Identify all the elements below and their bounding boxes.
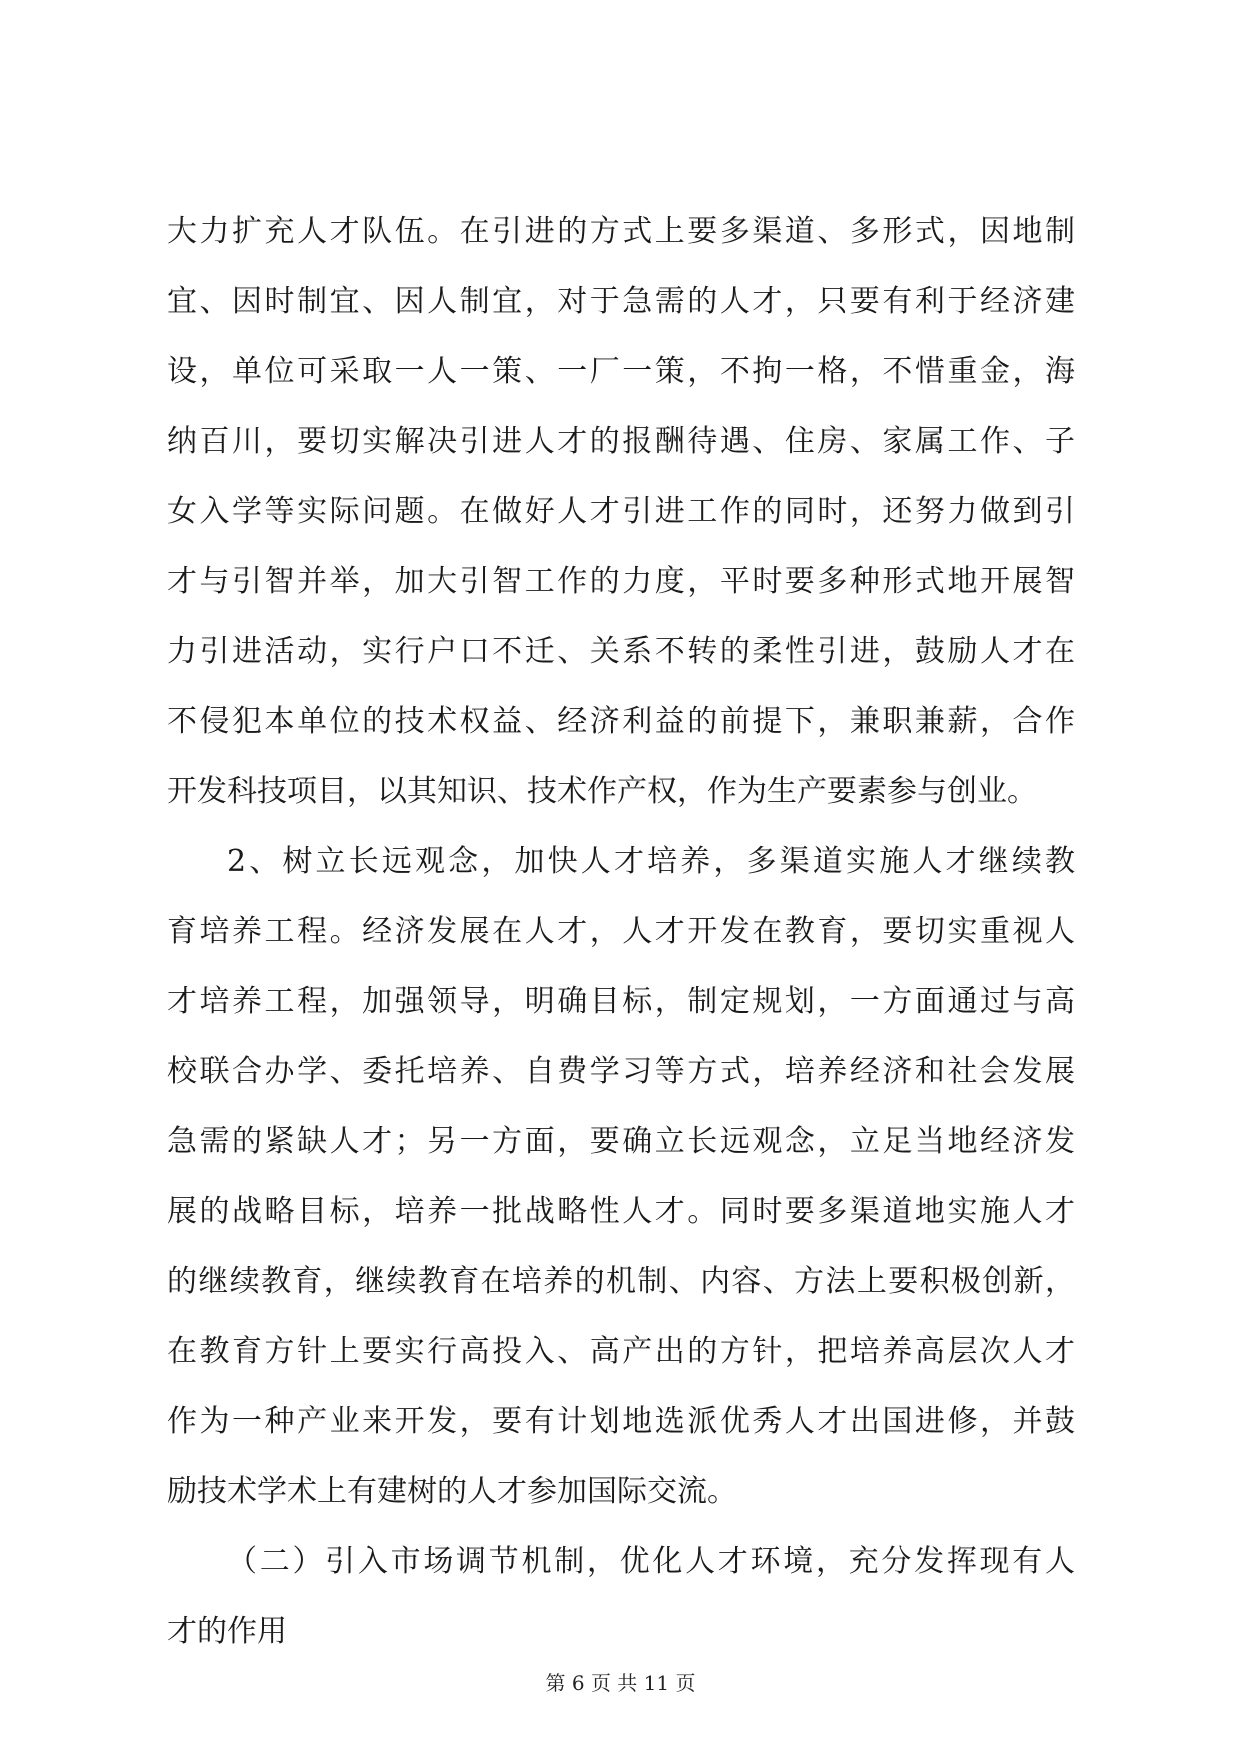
text-line: 不侵犯本单位的技术权益、经济利益的前提下，兼职兼薪，合作 [167, 704, 1075, 739]
text-line: 育培养工程。经济发展在人才，人才开发在教育，要切实重视人 [167, 914, 1075, 949]
text-line: 急需的紧缺人才；另一方面，要确立长远观念，立足当地经济发 [167, 1124, 1075, 1159]
text-line: 才与引智并举，加大引智工作的力度，平时要多种形式地开展智 [167, 564, 1075, 599]
text-line: 作为一种产业来开发，要有计划地选派优秀人才出国进修，并鼓 [167, 1404, 1075, 1439]
text-line: 宜、因时制宜、因人制宜，对于急需的人才，只要有利于经济建 [167, 284, 1075, 319]
text-line: 力引进活动，实行户口不迁、关系不转的柔性引进，鼓励人才在 [167, 634, 1075, 669]
section-heading-line: （二）引入市场调节机制，优化人才环境，充分发挥现有人 [227, 1544, 1075, 1579]
text-line: 女入学等实际问题。在做好人才引进工作的同时，还努力做到引 [167, 494, 1075, 529]
text-line: 的继续教育，继续教育在培养的机制、内容、方法上要积极创新， [167, 1264, 1075, 1299]
text-line: 在教育方针上要实行高投入、高产出的方针，把培养高层次人才 [167, 1334, 1075, 1369]
text-line: 2、树立长远观念，加快人才培养，多渠道实施人才继续教 [227, 844, 1075, 879]
text-line: 励技术学术上有建树的人才参加国际交流。 [167, 1474, 737, 1509]
section-heading-line: 才的作用 [167, 1614, 287, 1649]
text-line: 才培养工程，加强领导，明确目标，制定规划，一方面通过与高 [167, 984, 1075, 1019]
text-line: 校联合办学、委托培养、自费学习等方式，培养经济和社会发展 [167, 1054, 1075, 1089]
text-line: 纳百川，要切实解决引进人才的报酬待遇、住房、家属工作、子 [167, 424, 1075, 459]
page-number: 第 6 页 共 11 页 [545, 1671, 696, 1695]
text-line: 大力扩充人才队伍。在引进的方式上要多渠道、多形式，因地制 [167, 214, 1075, 249]
text-line: 开发科技项目，以其知识、技术作产权，作为生产要素参与创业。 [167, 774, 1037, 809]
text-line: 设，单位可采取一人一策、一厂一策，不拘一格，不惜重金，海 [167, 354, 1075, 389]
text-line: 展的战略目标，培养一批战略性人才。同时要多渠道地实施人才 [167, 1194, 1075, 1229]
